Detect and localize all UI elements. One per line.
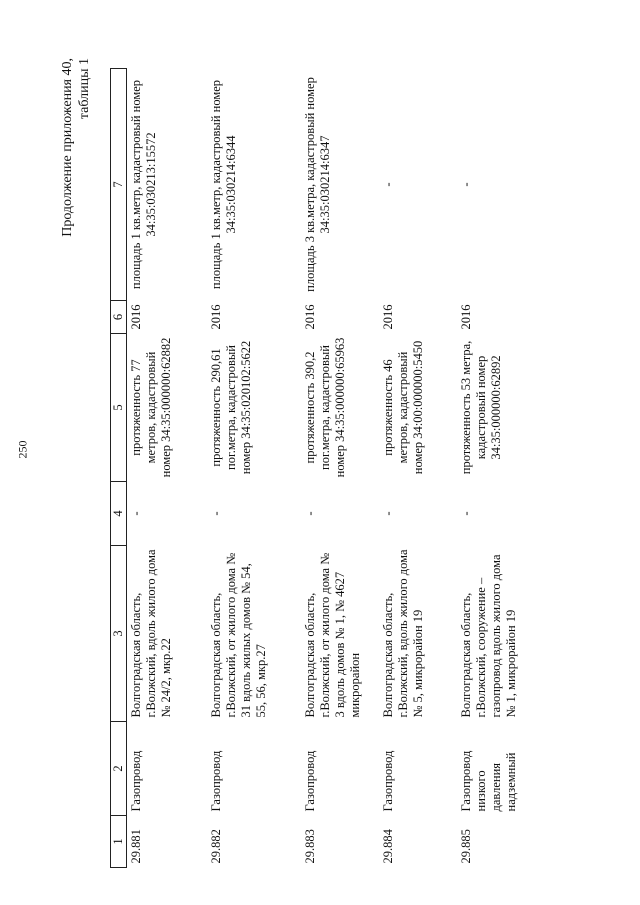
object-characteristics: протяженность 53 метра, кадастровый номер 34:35:000000:62892	[459, 340, 503, 475]
object-location: Волгоградская область, г.Волжский, от жилого дома № 3 вдоль домов № 1, № 4627 микрорайон	[303, 552, 362, 718]
column-4-value: -	[303, 511, 317, 516]
row-number: 29.884	[381, 829, 395, 864]
caption-line-1: Продолжение приложения 40,	[60, 58, 75, 237]
header-col-3: 3	[111, 546, 127, 722]
caption-line-2: таблицы 1	[77, 58, 92, 120]
row-number: 29.885	[459, 829, 473, 864]
header-col-5: 5	[111, 334, 127, 482]
table-header	[111, 69, 127, 868]
table-row	[379, 69, 457, 868]
page-number: 250	[15, 440, 30, 459]
object-year: 2016	[381, 304, 395, 330]
table-row	[301, 69, 379, 868]
appendix-caption	[59, 58, 93, 237]
table-row	[457, 69, 545, 868]
object-location: Волгоградская область, г.Волжский, вдоль жилого дома № 5, микрорайон 19	[381, 549, 425, 718]
object-year: 2016	[129, 304, 143, 330]
header-col-7: 7	[111, 69, 127, 301]
object-notes: -	[459, 182, 473, 187]
header-row	[111, 69, 127, 868]
object-name: Газопровод	[129, 750, 143, 812]
row-number: 29.882	[209, 829, 223, 864]
object-location: Волгоградская область, г.Волжский, сооружение – газопровод вдоль жилого дома № 1, микрорайон 19	[459, 554, 518, 718]
object-characteristics: протяженность 77 метров, кадастровый номер 34:35:000000:62882	[129, 337, 173, 478]
column-4-value: -	[459, 511, 473, 516]
object-notes: площадь 1 кв.метр, кадастровый номер 34:35:030214:6344	[209, 79, 238, 290]
object-name: Газопровод	[209, 750, 223, 812]
object-year: 2016	[459, 304, 473, 330]
header-col-4: 4	[111, 482, 127, 546]
object-year: 2016	[303, 304, 317, 330]
row-number: 29.883	[303, 829, 317, 864]
object-year: 2016	[209, 304, 223, 330]
column-4-value: -	[381, 511, 395, 516]
table-row	[127, 69, 208, 868]
column-4-value: -	[129, 511, 143, 516]
column-4-value: -	[209, 511, 223, 516]
object-characteristics: протяженность 390,2 пог.метра, кадастровый номер 34:35:000000:65963	[303, 337, 347, 478]
object-notes: площадь 3 кв.метра, кадастровый номер 34:35:030214:6347	[303, 77, 332, 292]
object-characteristics: протяженность 290,61 пог.метра, кадастровый номер 34:35:020102:5622	[209, 340, 253, 475]
header-col-2: 2	[111, 722, 127, 816]
object-notes: -	[381, 182, 395, 187]
object-name: Газопровод низкого давления надземный	[459, 750, 518, 812]
rotated-page-content	[60, 50, 612, 868]
object-location: Волгоградская область, г.Волжский, вдоль жилого дома № 24/2, мкр.22	[129, 549, 173, 718]
row-number: 29.881	[129, 829, 143, 864]
property-register-table	[110, 68, 545, 868]
object-name: Газопровод	[303, 750, 317, 812]
object-notes: площадь 1 кв.метр, кадастровый номер 34:35:030213:15572	[129, 79, 158, 290]
object-characteristics: протяженность 46 метров, кадастровый номер 34:00:000000:5450	[381, 340, 425, 475]
header-col-6: 6	[111, 301, 127, 334]
header-col-1: 1	[111, 816, 127, 868]
object-name: Газопровод	[381, 750, 395, 812]
table-row	[207, 69, 301, 868]
object-location: Волгоградская область, г.Волжский, от жилого дома № 31 вдоль жилых домов № 54, 55, 56, мкр.27	[209, 552, 268, 718]
